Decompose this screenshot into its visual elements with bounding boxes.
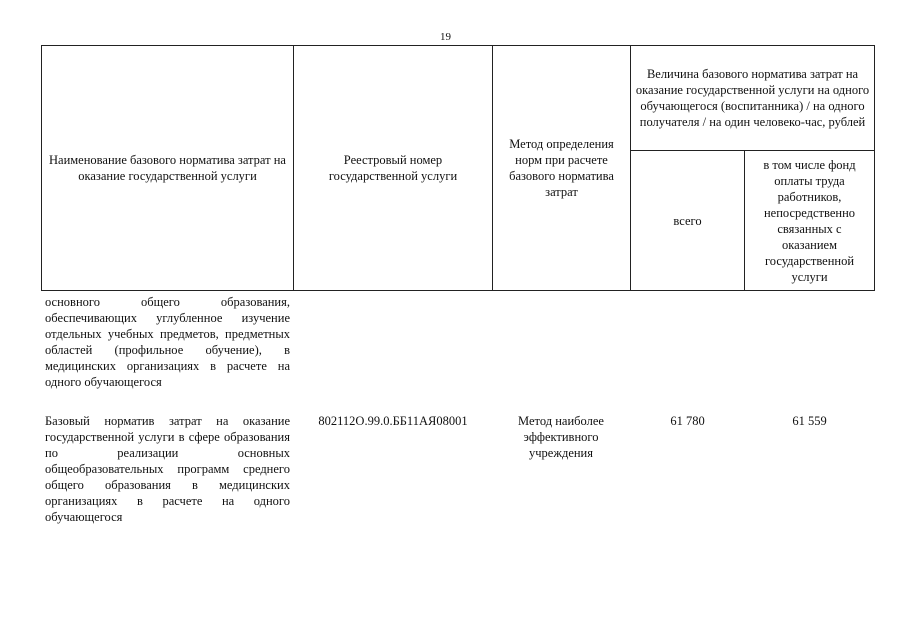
table-row-2-total: 61 780 [670, 414, 705, 428]
page-number: 19 [440, 31, 451, 43]
table-row-2-method: Метод наиболее эффективного учреждения [518, 414, 604, 460]
header-method-text: Метод определения норм при расчете базового норматива затрат [509, 137, 614, 199]
header-method [492, 45, 631, 291]
header-value-group [630, 45, 875, 151]
header-registry-number [293, 45, 493, 291]
header-registry-number-text: Реестровый номер государственной услуги [328, 153, 458, 183]
header-total-text: всего [673, 213, 702, 228]
table-row-2-registry-number: 802112О.99.0.ББ11АЯ08001 [318, 414, 468, 428]
header-value-group-text: Величина базового норматива затрат на оказание государственной услуги на одного обучающегося (воспитанника) / на одного получателя / на один человеко-час, рублей [635, 67, 870, 129]
header-payroll-text: в том числе фонд оплаты труда работников, непосредственно связанных с оказанием государственной услуги [763, 157, 856, 284]
header-name [41, 45, 294, 291]
header-payroll [744, 150, 875, 291]
header-name-text: Наименование базового норматива затрат на оказание государственной услуги [49, 153, 286, 183]
table-row-2-name: Базовый норматив затрат на оказание государственной услуги в сфере образования по реализации основных общеобразовательных программ среднего общего образования в медицинских организациях в расчете на одного обучающегося [45, 414, 290, 524]
table-row-2-payroll: 61 559 [792, 414, 827, 428]
table-row-1-name: основного общего образования, обеспечивающих углубленное изучение отдельных учебных предметов, предметных областей (профильное обучение), в медицинских организациях в расчете на одного обучающегося [45, 295, 290, 389]
header-total [630, 150, 745, 291]
